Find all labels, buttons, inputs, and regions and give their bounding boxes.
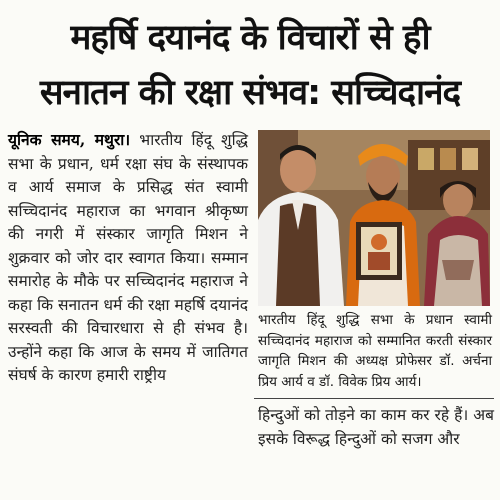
- article-dateline: यूनिक समय, मथुरा।: [8, 130, 131, 149]
- article-column-1: [8, 128, 248, 388]
- article-column-2: हिन्दुओं को तोड़ने का काम कर रहे हैं। अब इसके विरूद्ध हिन्दुओं को सजग और: [258, 406, 494, 448]
- headline-line-1: महर्षि दयानंद के विचारों से ही: [70, 18, 430, 58]
- divider-rule: [254, 398, 494, 399]
- headline-line-2: सनातन की रक्षा संभव: सच्चिदानंद: [39, 73, 461, 113]
- photo-caption: भारतीय हिंदू शुद्धि सभा के प्रधान स्वामी सच्चिदानंद महाराज को सम्मानित करती संस्कार जागृति मिशन की अध्यक्ष प्रोफेसर डॉ. अर्चना प्रिय आर्य व डॉ. विवेक प्रिय आर्य।: [258, 312, 492, 390]
- news-photo-illustration: [258, 130, 490, 306]
- article-body: भारतीय हिंदू शुद्धि सभा के प्रधान, धर्म रक्षा संघ के संस्थापक व आर्य समाज के प्रसिद्ध संत स्वामी सच्चिदानंद महाराज का भगवान श्रीकृष्ण की नगरी में संस्कार जागृति मिशन ने शुक्रवार को जोर दार स्वागत किया। सम्मान समारोह के मौके पर सच्चिदानंद महाराज ने कहा कि सनातन धर्म की रक्षा महर्षि दयानंद सरस्वती की विचारधारा से ही संभव है। उन्होंने कहा कि आज के समय में जातिगत संघर्ष के कारण हमारी राष्ट्रीय: [8, 131, 248, 384]
- news-photo: [258, 130, 490, 306]
